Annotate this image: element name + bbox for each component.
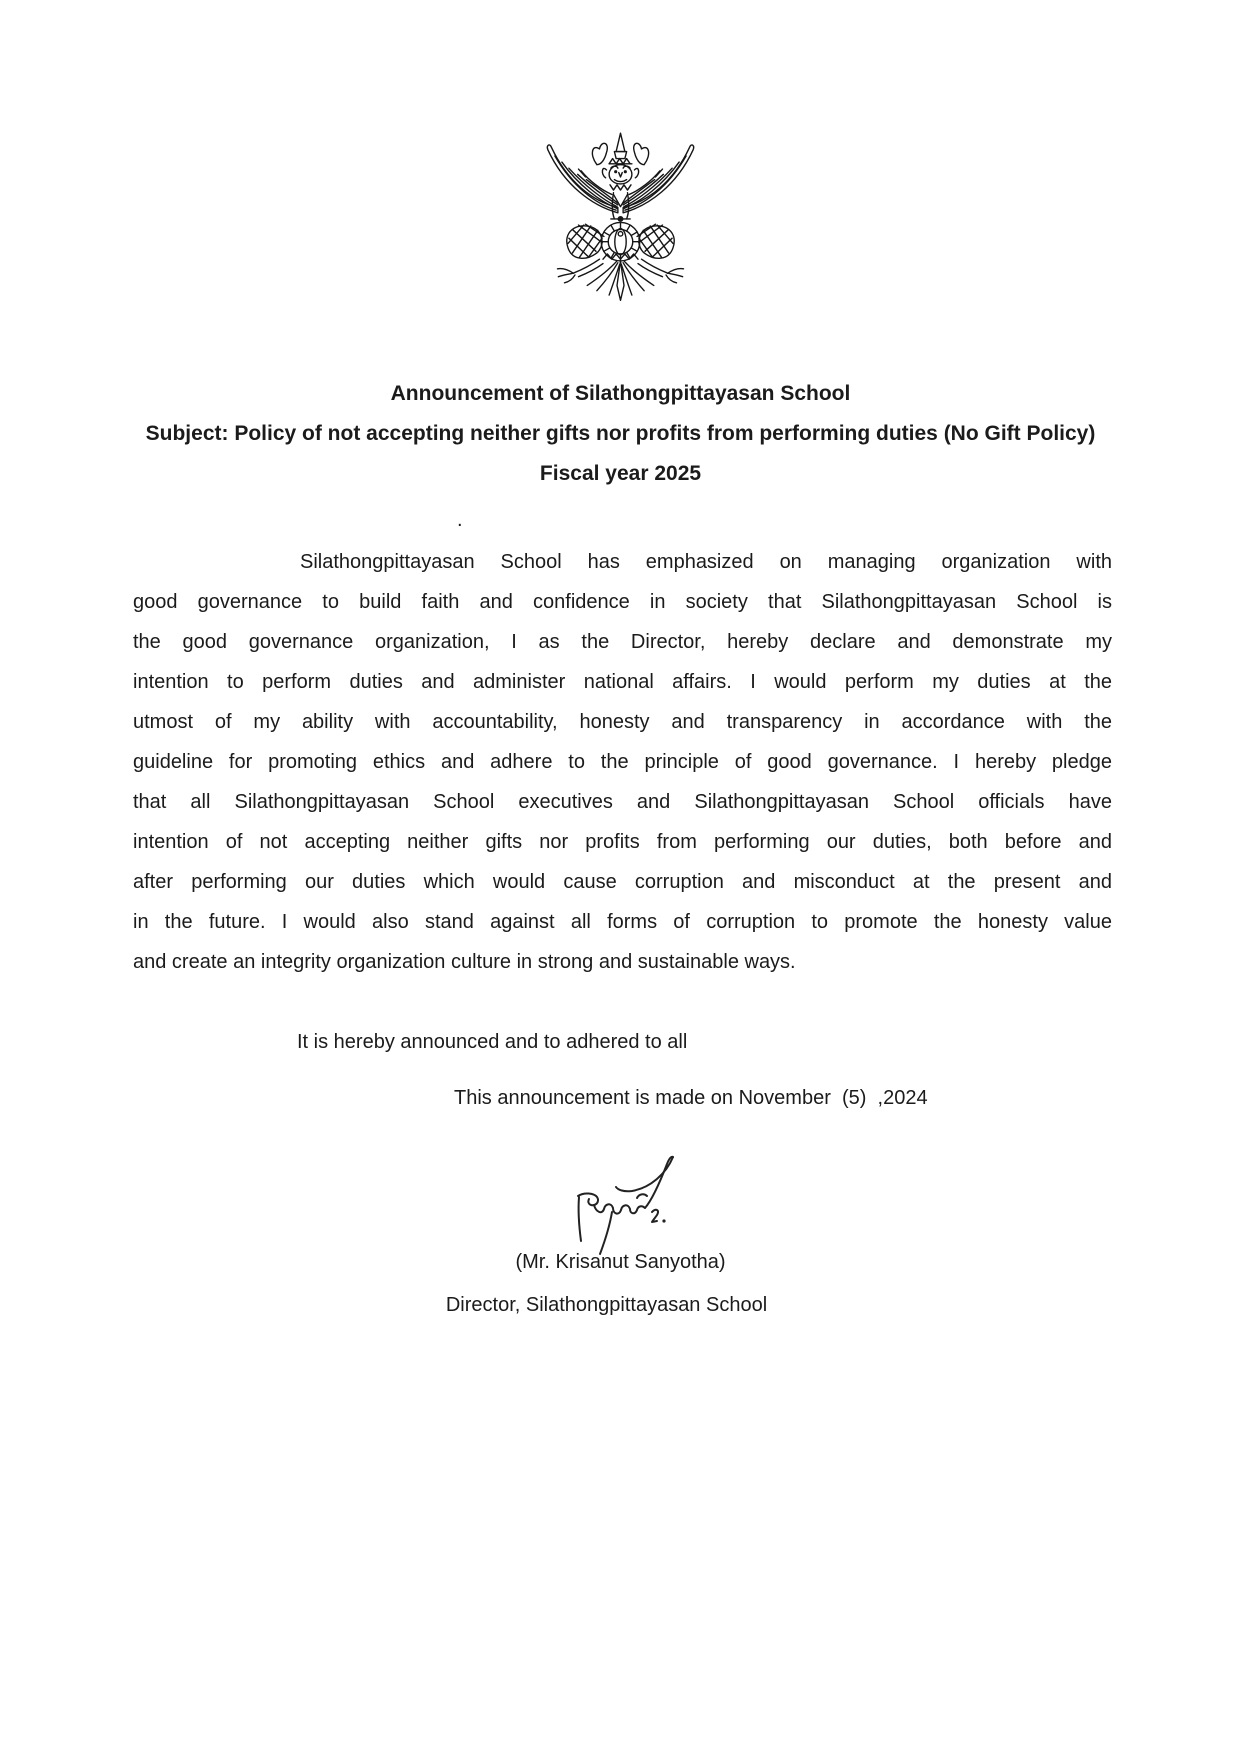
body-line: after performing our duties which would cause corruption and misconduct at the present and: [133, 871, 1112, 893]
body-line: guideline for promoting ethics and adhere to the principle of good governance. I hereby pledge: [133, 751, 1112, 773]
announcement-body: [133, 542, 1112, 982]
body-line: good governance to build faith and confidence in society that Silathongpittayasan School is: [133, 591, 1112, 613]
garuda-emblem-icon: [533, 124, 708, 320]
document-header: [0, 374, 1241, 494]
body-line: and create an integrity organization culture in strong and sustainable ways.: [133, 951, 796, 973]
signer-block: [0, 1250, 1241, 1317]
announcement-title: Announcement of Silathongpittayasan School: [390, 382, 851, 405]
body-line: Silathongpittayasan School has emphasized on managing organization with: [300, 551, 1112, 573]
signer-title: Director, Silathongpittayasan School: [445, 1294, 768, 1316]
fiscal-year-line: Fiscal year 2025: [539, 462, 702, 485]
body-line: in the future. I would also stand against all forms of corruption to promote the honesty value: [133, 911, 1112, 933]
body-line: the good governance organization, I as the Director, hereby declare and demonstrate my: [133, 631, 1112, 653]
body-line: intention of not accepting neither gifts nor profits from performing our duties, both before and: [133, 831, 1112, 853]
subject-line: Subject: Policy of not accepting neither gifts nor profits from performing duties (No Gift Policy): [145, 422, 1096, 445]
body-line: that all Silathongpittayasan School executives and Silathongpittayasan School officials have: [133, 791, 1112, 813]
signer-name: (Mr. Krisanut Sanyotha): [515, 1251, 726, 1273]
closing-line: It is hereby announced and to adhered to all: [297, 1031, 688, 1053]
date-line: This announcement is made on November (5) ,2024: [454, 1087, 928, 1109]
body-line: utmost of my ability with accountability, honesty and transparency in accordance with the: [133, 711, 1112, 733]
body-line: intention to perform duties and administer national affairs. I would perform my duties at the: [133, 671, 1112, 693]
separator-dot: .: [457, 509, 463, 531]
